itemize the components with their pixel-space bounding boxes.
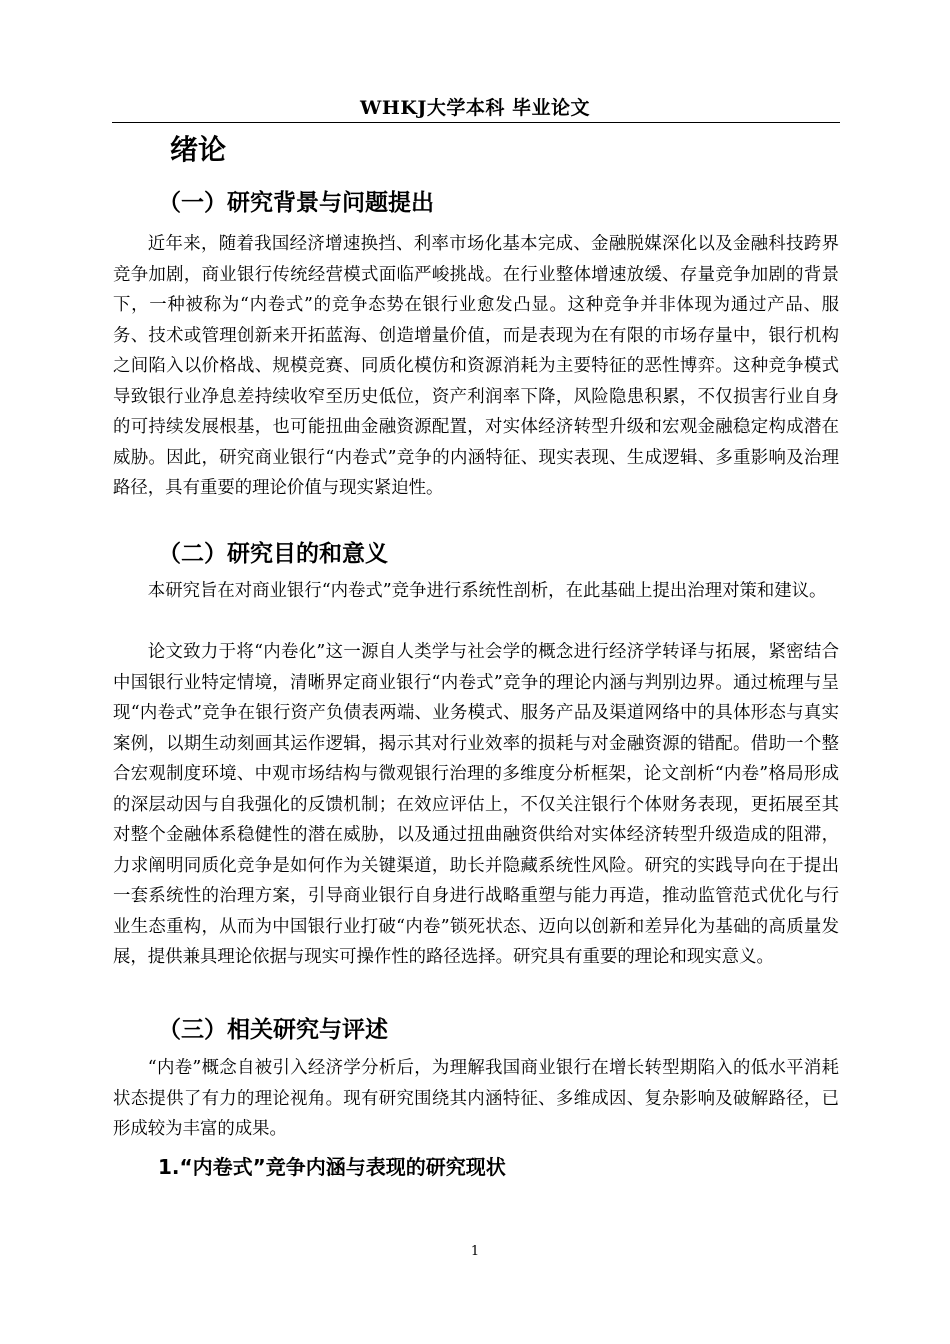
page-number: 1 — [470, 1244, 480, 1259]
chapter-title: 绪论 — [170, 133, 227, 166]
running-header: WHKJ大学本科 毕业论文 — [360, 97, 590, 119]
paragraph-purpose-intro: 本研究旨在对商业银行“内卷式”竞争进行系统性剖析，在此基础上提出治理对策和建议。 — [147, 581, 827, 601]
subsection-heading-concept: 1.“内卷式”竞争内涵与表现的研究现状 — [158, 1155, 506, 1179]
paragraph-literature: “内卷”概念自被引入经济学分析后，为理解我国商业银行在增长转型期陷入的低水平消耗状态提供了有力的理论视角。现有研究围绕其内涵特征、多维成因、复杂影响及破解路径，已形成较为丰富的成果。 — [113, 1058, 839, 1139]
paragraph-purpose-detail: 论文致力于将“内卷化”这一源自人类学与社会学的概念进行经济学转译与拓展，紧密结合中国银行业特定情境，清晰界定商业银行“内卷式”竞争的理论内涵与判别边界。通过梳理与呈现“内卷式”竞争在银行资产负债表两端、业务模式、服务产品及渠道网络中的具体形态与真实案例，以期生动刻画其运作逻辑，揭示其对行业效率的损耗与对金融资源的错配。借助一个整合宏观制度环境、中观市场结构与微观银行治理的多维度分析框架，论文剖析“内卷”格局形成的深层动因与自我强化的反馈机制；在效应评估上，不仅关注银行个体财务表现，更拓展至其对整个金融体系稳健性的潜在威胁，以及通过扭曲融资供给对实体经济转型升级造成的阻滞，力求阐明同质化竞争是如何作为关键渠道，助长并隐藏系统性风险。研究的实践导向在于提出一套系统性的治理方案，引导商业银行自身进行战略重塑与能力再造，推动监管范式优化与行业生态重构，从而为中国银行业打破“内卷”锁死状态、迈向以创新和差异化为基础的高质量发展，提供兼具理论依据与现实可操作性的路径选择。研究具有重要的理论和现实意义。 — [113, 642, 839, 967]
section-heading-background: （一）研究背景与问题提出 — [158, 190, 434, 216]
section-heading-literature: （三）相关研究与评述 — [158, 1017, 388, 1043]
section-heading-purpose: （二）研究目的和意义 — [158, 541, 388, 567]
paragraph-background: 近年来，随着我国经济增速换挡、利率市场化基本完成、金融脱媒深化以及金融科技跨界竞争加剧，商业银行传统经营模式面临严峻挑战。在行业整体增速放缓、存量竞争加剧的背景下，一种被称为“内卷式”的竞争态势在银行业愈发凸显。这种竞争并非体现为通过产品、服务、技术或管理创新来开拓蓝海、创造增量价值，而是表现为在有限的市场存量中，银行机构之间陷入以价格战、规模竞赛、同质化模仿和资源消耗为主要特征的恶性博弈。这种竞争模式导致银行业净息差持续收窄至历史低位，资产利润率下降，风险隐患积累，不仅损害行业自身的可持续发展根基，也可能扭曲金融资源配置，对实体经济转型升级和宏观金融稳定构成潜在威胁。因此，研究商业银行“内卷式”竞争的内涵特征、现实表现、生成逻辑、多重影响及治理路径，具有重要的理论价值与现实紧迫性。 — [113, 234, 839, 498]
header-rule — [112, 122, 840, 123]
